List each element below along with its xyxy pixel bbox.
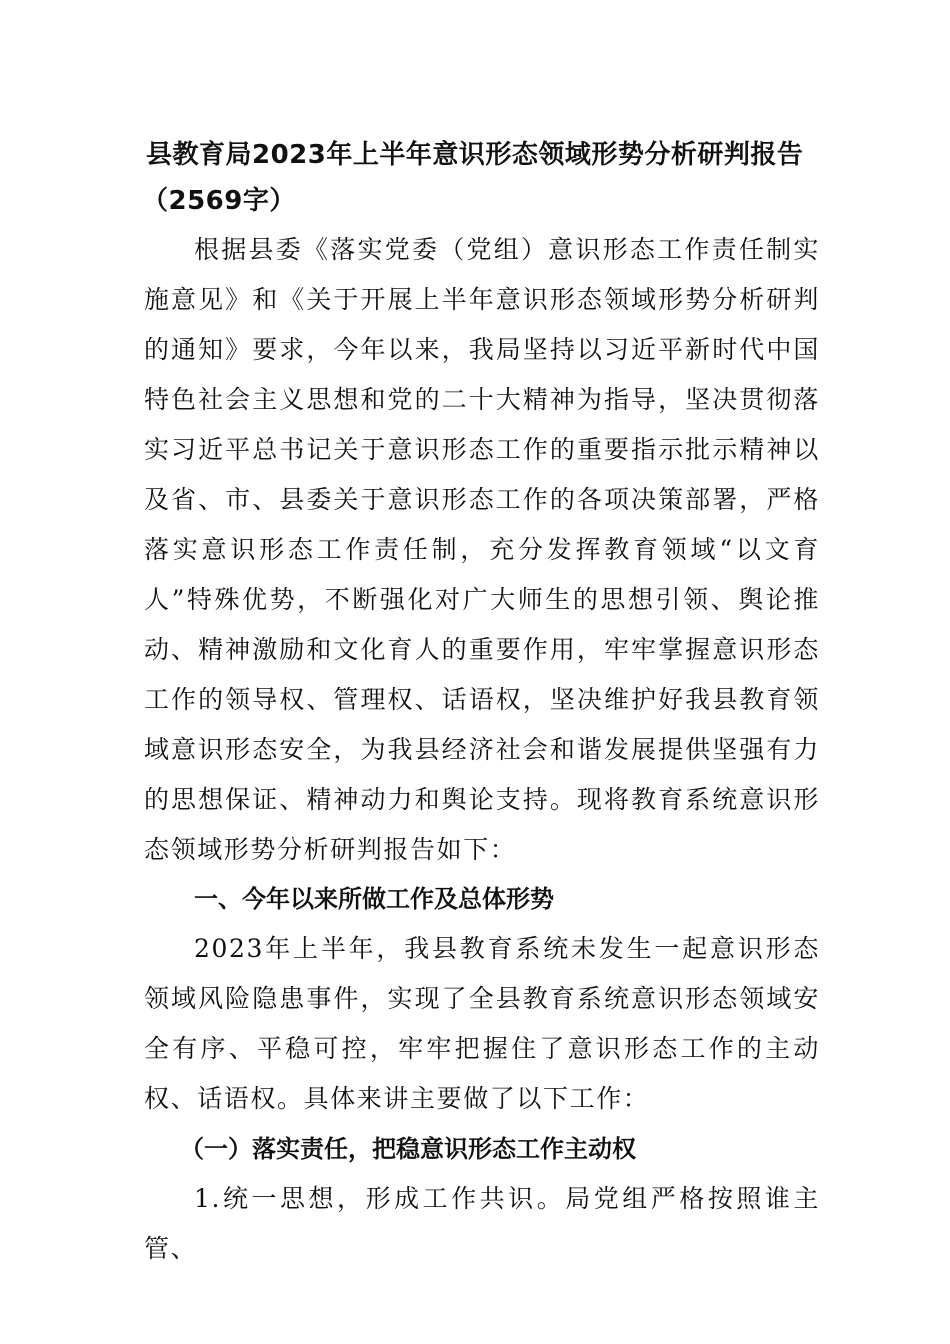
intro-paragraph: 根据县委《落实党委（党组）意识形态工作责任制实施意见》和《关于开展上半年意识形态领域形势分析研判的通知》要求，今年以来，我局坚持以习近平新时代中国特色社会主义思想和党的二十大精神为指导，坚决贯彻落实习近平总书记关于意识形态工作的重要指示批示精神以及省、市、县委关于意识形态工作的各项决策部署，严格落实意识形态工作责任制，充分发挥教育领域“以文育人”特殊优势，不断强化对广大师生的思想引领、舆论推动、精神激励和文化育人的重要作用，牢牢掌握意识形态工作的领导权、管理权、话语权，坚决维护好我县教育领域意识形态安全，为我县经济社会和谐发展提供坚强有力的思想保证、精神动力和舆论支持。现将教育系统意识形态领域形势分析研判报告如下： (144, 235, 820, 864)
section-heading-1: 一、今年以来所做工作及总体形势 (194, 885, 554, 913)
title-word-count: （2569字） (142, 186, 296, 216)
section-1-paragraph: 2023年上半年，我县教育系统未发生一起意识形态领域风险隐患事件，实现了全县教育系统意识形态领域安全有序、平稳可控，牢牢把握住了意识形态工作的主动权、话语权。具体来讲主要做了以下工作： (144, 934, 820, 1113)
document-title (142, 132, 826, 224)
title-line-1: 县教育局2023年上半年意识形态领域形势分析研判报告 (146, 140, 804, 170)
subsection-heading-1: （一）落实责任，把稳意识形态工作主动权 (180, 1135, 636, 1163)
subsection-1-paragraph: 1.统一思想，形成工作共识。局党组严格按照谁主管、 (144, 1184, 820, 1263)
